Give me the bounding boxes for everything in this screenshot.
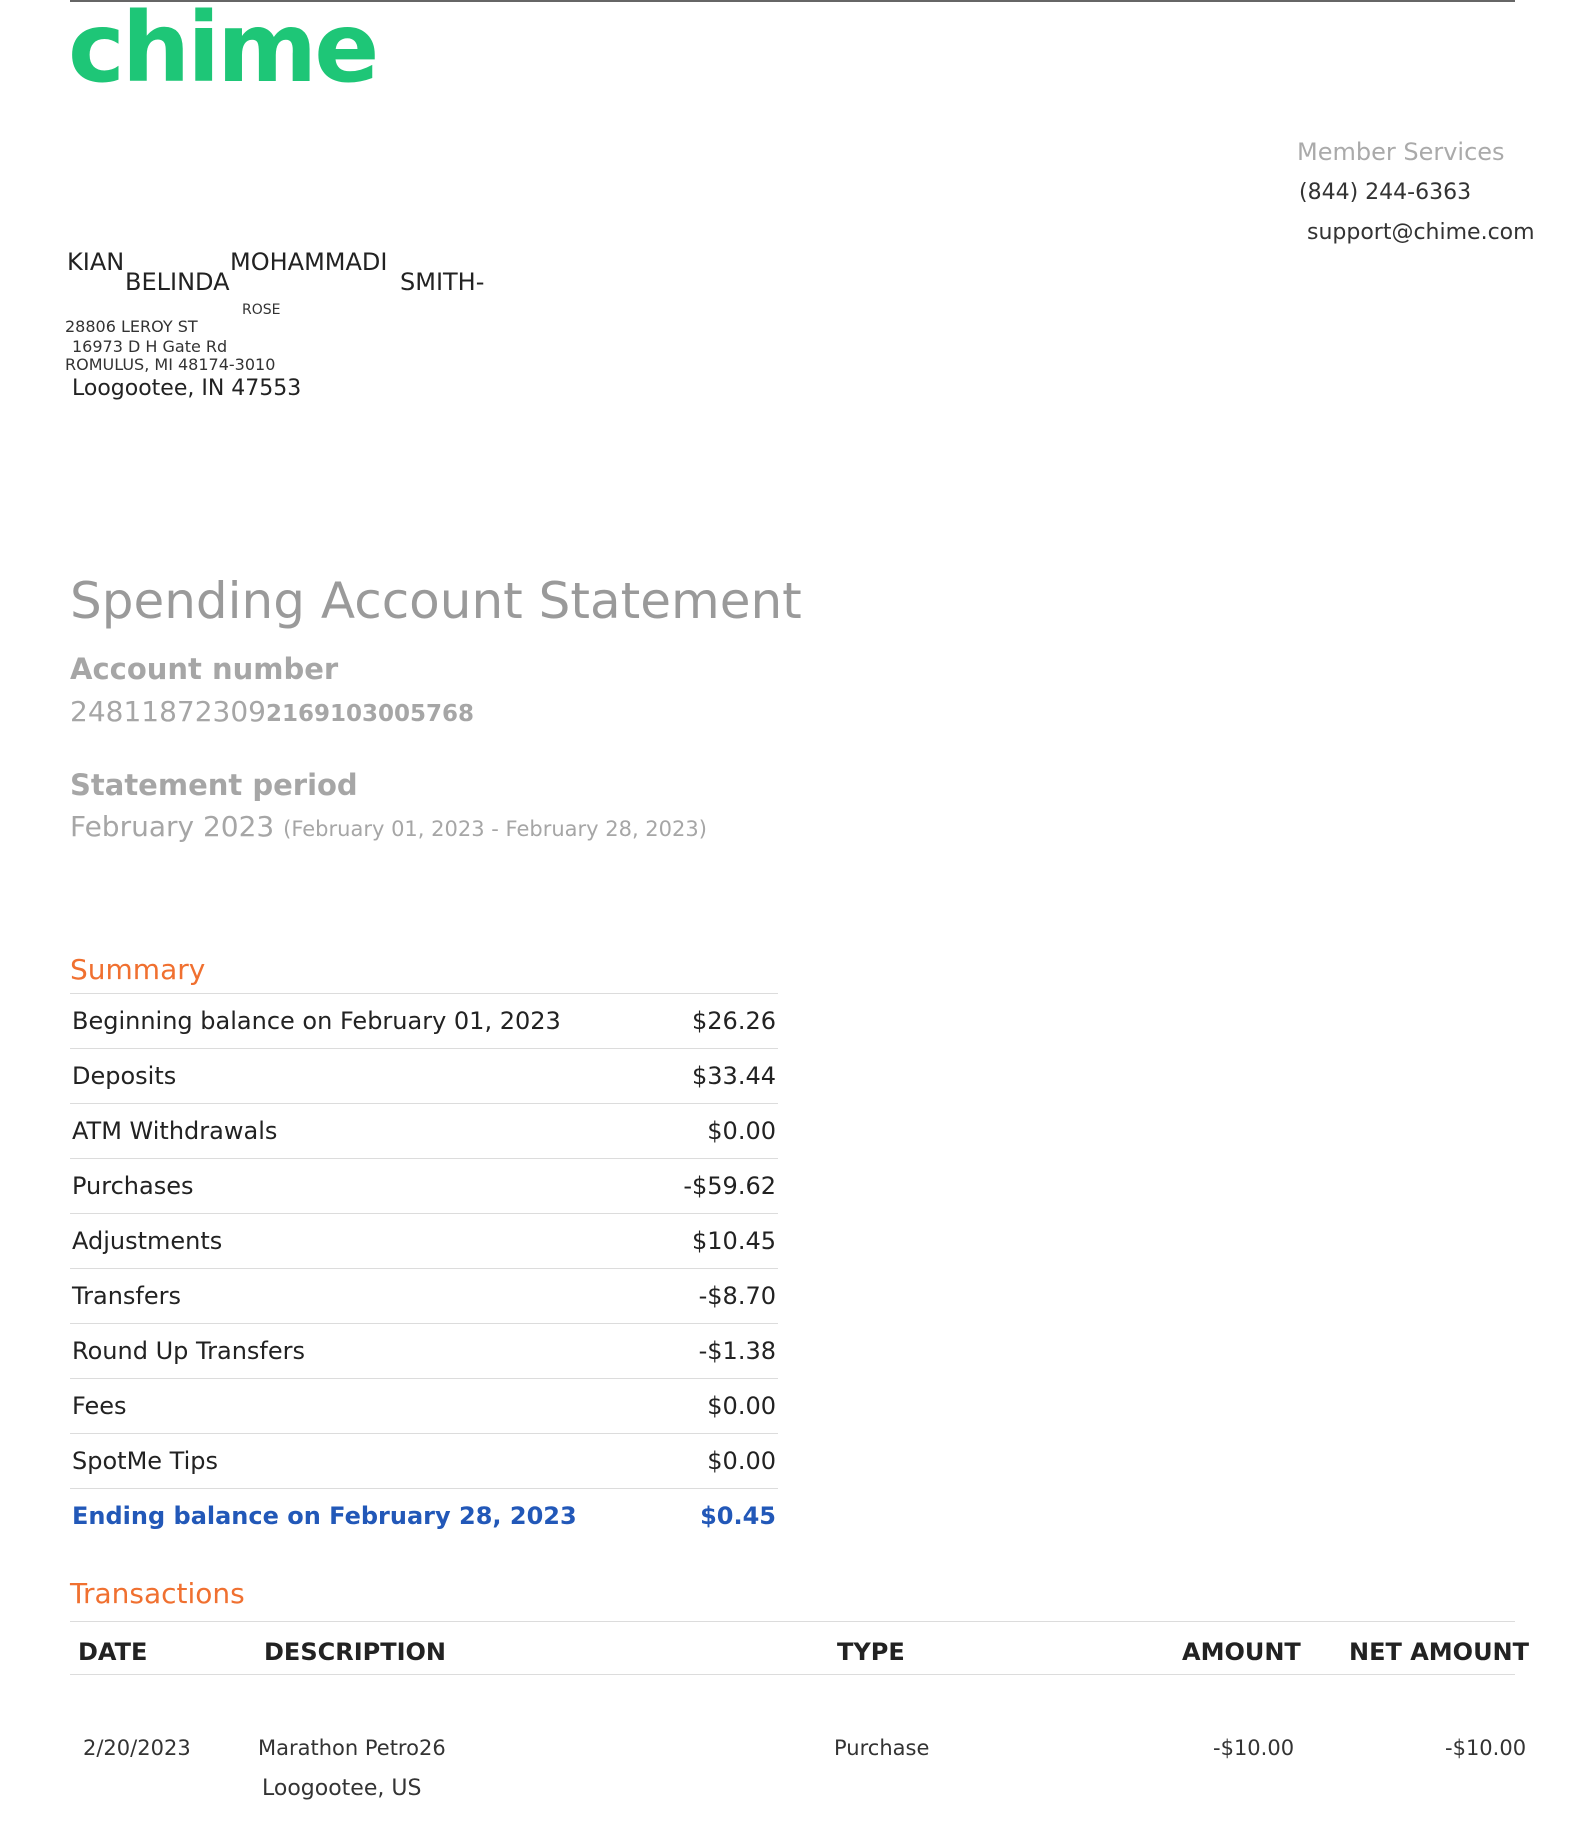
tx-amount: -$10.00 — [1213, 1736, 1295, 1760]
summary-row — [70, 1268, 778, 1323]
summary-row — [70, 1103, 778, 1158]
divider — [70, 1674, 1515, 1675]
tx-net-amount: -$10.00 — [1445, 1736, 1527, 1760]
tx-location: Loogootee, US — [262, 1776, 422, 1801]
summary-label: Fees — [72, 1392, 127, 1420]
summary-label: Round Up Transfers — [72, 1337, 306, 1365]
statement-period-value — [70, 810, 707, 843]
summary-row — [70, 1158, 778, 1213]
name-part: SMITH- — [400, 268, 485, 296]
statement-period-label: Statement period — [70, 768, 358, 802]
summary-label: ATM Withdrawals — [72, 1117, 278, 1145]
name-part: ROSE — [242, 302, 281, 318]
summary-value: -$1.38 — [698, 1337, 776, 1365]
account-number-value — [70, 695, 474, 728]
account-number-part: 24811872309 — [70, 695, 266, 728]
tx-date: 2/20/2023 — [83, 1736, 191, 1760]
summary-label: Transfers — [72, 1282, 182, 1310]
summary-ending-row — [70, 1488, 778, 1543]
account-number-part: 2169103005768 — [265, 701, 475, 727]
summary-value: $0.45 — [700, 1502, 776, 1530]
summary-value: $10.45 — [692, 1227, 776, 1255]
column-header-type: TYPE — [837, 1638, 905, 1666]
summary-label: Deposits — [72, 1062, 177, 1090]
summary-row — [70, 1213, 778, 1268]
name-part: MOHAMMADI — [230, 248, 388, 276]
column-header-amount: AMOUNT — [1182, 1638, 1301, 1666]
summary-row — [70, 1433, 778, 1488]
summary-value: -$8.70 — [698, 1282, 776, 1310]
summary-value: $26.26 — [692, 1007, 776, 1035]
column-header-net-amount: NET AMOUNT — [1349, 1638, 1530, 1666]
chime-logo: chime — [68, 0, 377, 104]
address-line: 16973 D H Gate Rd — [72, 337, 228, 356]
summary-label: Ending balance on February 28, 2023 — [72, 1502, 577, 1530]
summary-value: $0.00 — [707, 1117, 776, 1145]
member-services-email: support@chime.com — [1307, 220, 1535, 245]
summary-title: Summary — [70, 953, 206, 986]
column-header-description: DESCRIPTION — [264, 1638, 447, 1666]
summary-value: -$59.62 — [683, 1172, 776, 1200]
summary-value: $0.00 — [707, 1392, 776, 1420]
divider — [70, 1621, 1515, 1622]
tx-type: Purchase — [834, 1736, 930, 1760]
summary-value: $0.00 — [707, 1447, 776, 1475]
address-line: 28806 LEROY ST — [65, 317, 198, 336]
transactions-title: Transactions — [70, 1577, 245, 1610]
summary-table — [70, 993, 778, 1543]
period-range: (February 01, 2023 - February 28, 2023) — [283, 817, 707, 841]
summary-row — [70, 1323, 778, 1378]
summary-row — [70, 993, 778, 1048]
period-month: February 2023 — [70, 810, 275, 843]
address-line: ROMULUS, MI 48174-3010 — [65, 355, 276, 374]
summary-label: Purchases — [72, 1172, 194, 1200]
summary-row — [70, 1378, 778, 1433]
column-header-date: DATE — [78, 1638, 148, 1666]
page-title: Spending Account Statement — [70, 572, 802, 630]
city-line: Loogootee, IN 47553 — [72, 376, 302, 401]
summary-row — [70, 1048, 778, 1103]
tx-description: Marathon Petro26 — [258, 1736, 446, 1760]
summary-label: SpotMe Tips — [72, 1447, 218, 1475]
name-part: BELINDA — [125, 268, 230, 296]
name-part: KIAN — [67, 248, 125, 276]
account-number-label: Account number — [70, 652, 339, 686]
member-services-title: Member Services — [1297, 138, 1505, 166]
summary-label: Beginning balance on February 01, 2023 — [72, 1007, 561, 1035]
summary-label: Adjustments — [72, 1227, 223, 1255]
member-services-phone: (844) 244-6363 — [1299, 180, 1472, 205]
summary-value: $33.44 — [692, 1062, 776, 1090]
